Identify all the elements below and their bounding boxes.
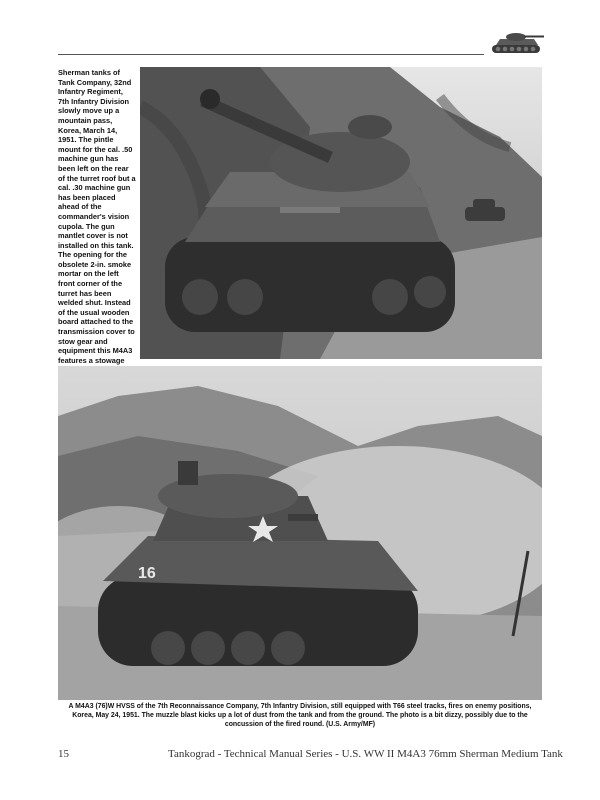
bottom-photo: [58, 366, 542, 700]
hull-marking: 16: [138, 565, 156, 582]
top-photo-caption: Sherman tanks of Tank Company, 32nd Infantry Regiment, 7th Infantry Division slowly move up a mountain pass, Korea, March 14, 1951. The pintle mount for the cal. .50 machine gun has been left on the rear of the turret roof but a cal. .30 machine gun has been placed ahead of the commander's vision cupola. The gun mantlet cover is not installed on this tank. The opening for the obsolete 2-in. smoke mortar on the left front corner of the turret has been welded shut. Instead of the usual wooden board attached to the transmission cover to stow gear and equipment this M4A3 features a stowage: [58, 68, 136, 365]
footer-title: Tankograd - Technical Manual Series - U.S. WW II M4A3 76mm Sherman Medium Tank: [168, 748, 563, 760]
bottom-photo-caption: A M4A3 (76)W HVSS of the 7th Reconnaissance Company, 7th Infantry Division, still equipped with T66 steel tracks, fires on enemy positions, Korea, May 24, 1951. The muzzle blast kicks up a lot of dust from the tank and from the ground. The photo is a bit dizzy, possibly due to the concussion of the fired round. (U.S. Army/MF): [68, 703, 532, 728]
page-number: 15: [58, 748, 69, 760]
top-photo: [140, 67, 542, 359]
header-rule: [58, 54, 484, 55]
sherman-tank-silhouette-icon: [486, 28, 546, 58]
